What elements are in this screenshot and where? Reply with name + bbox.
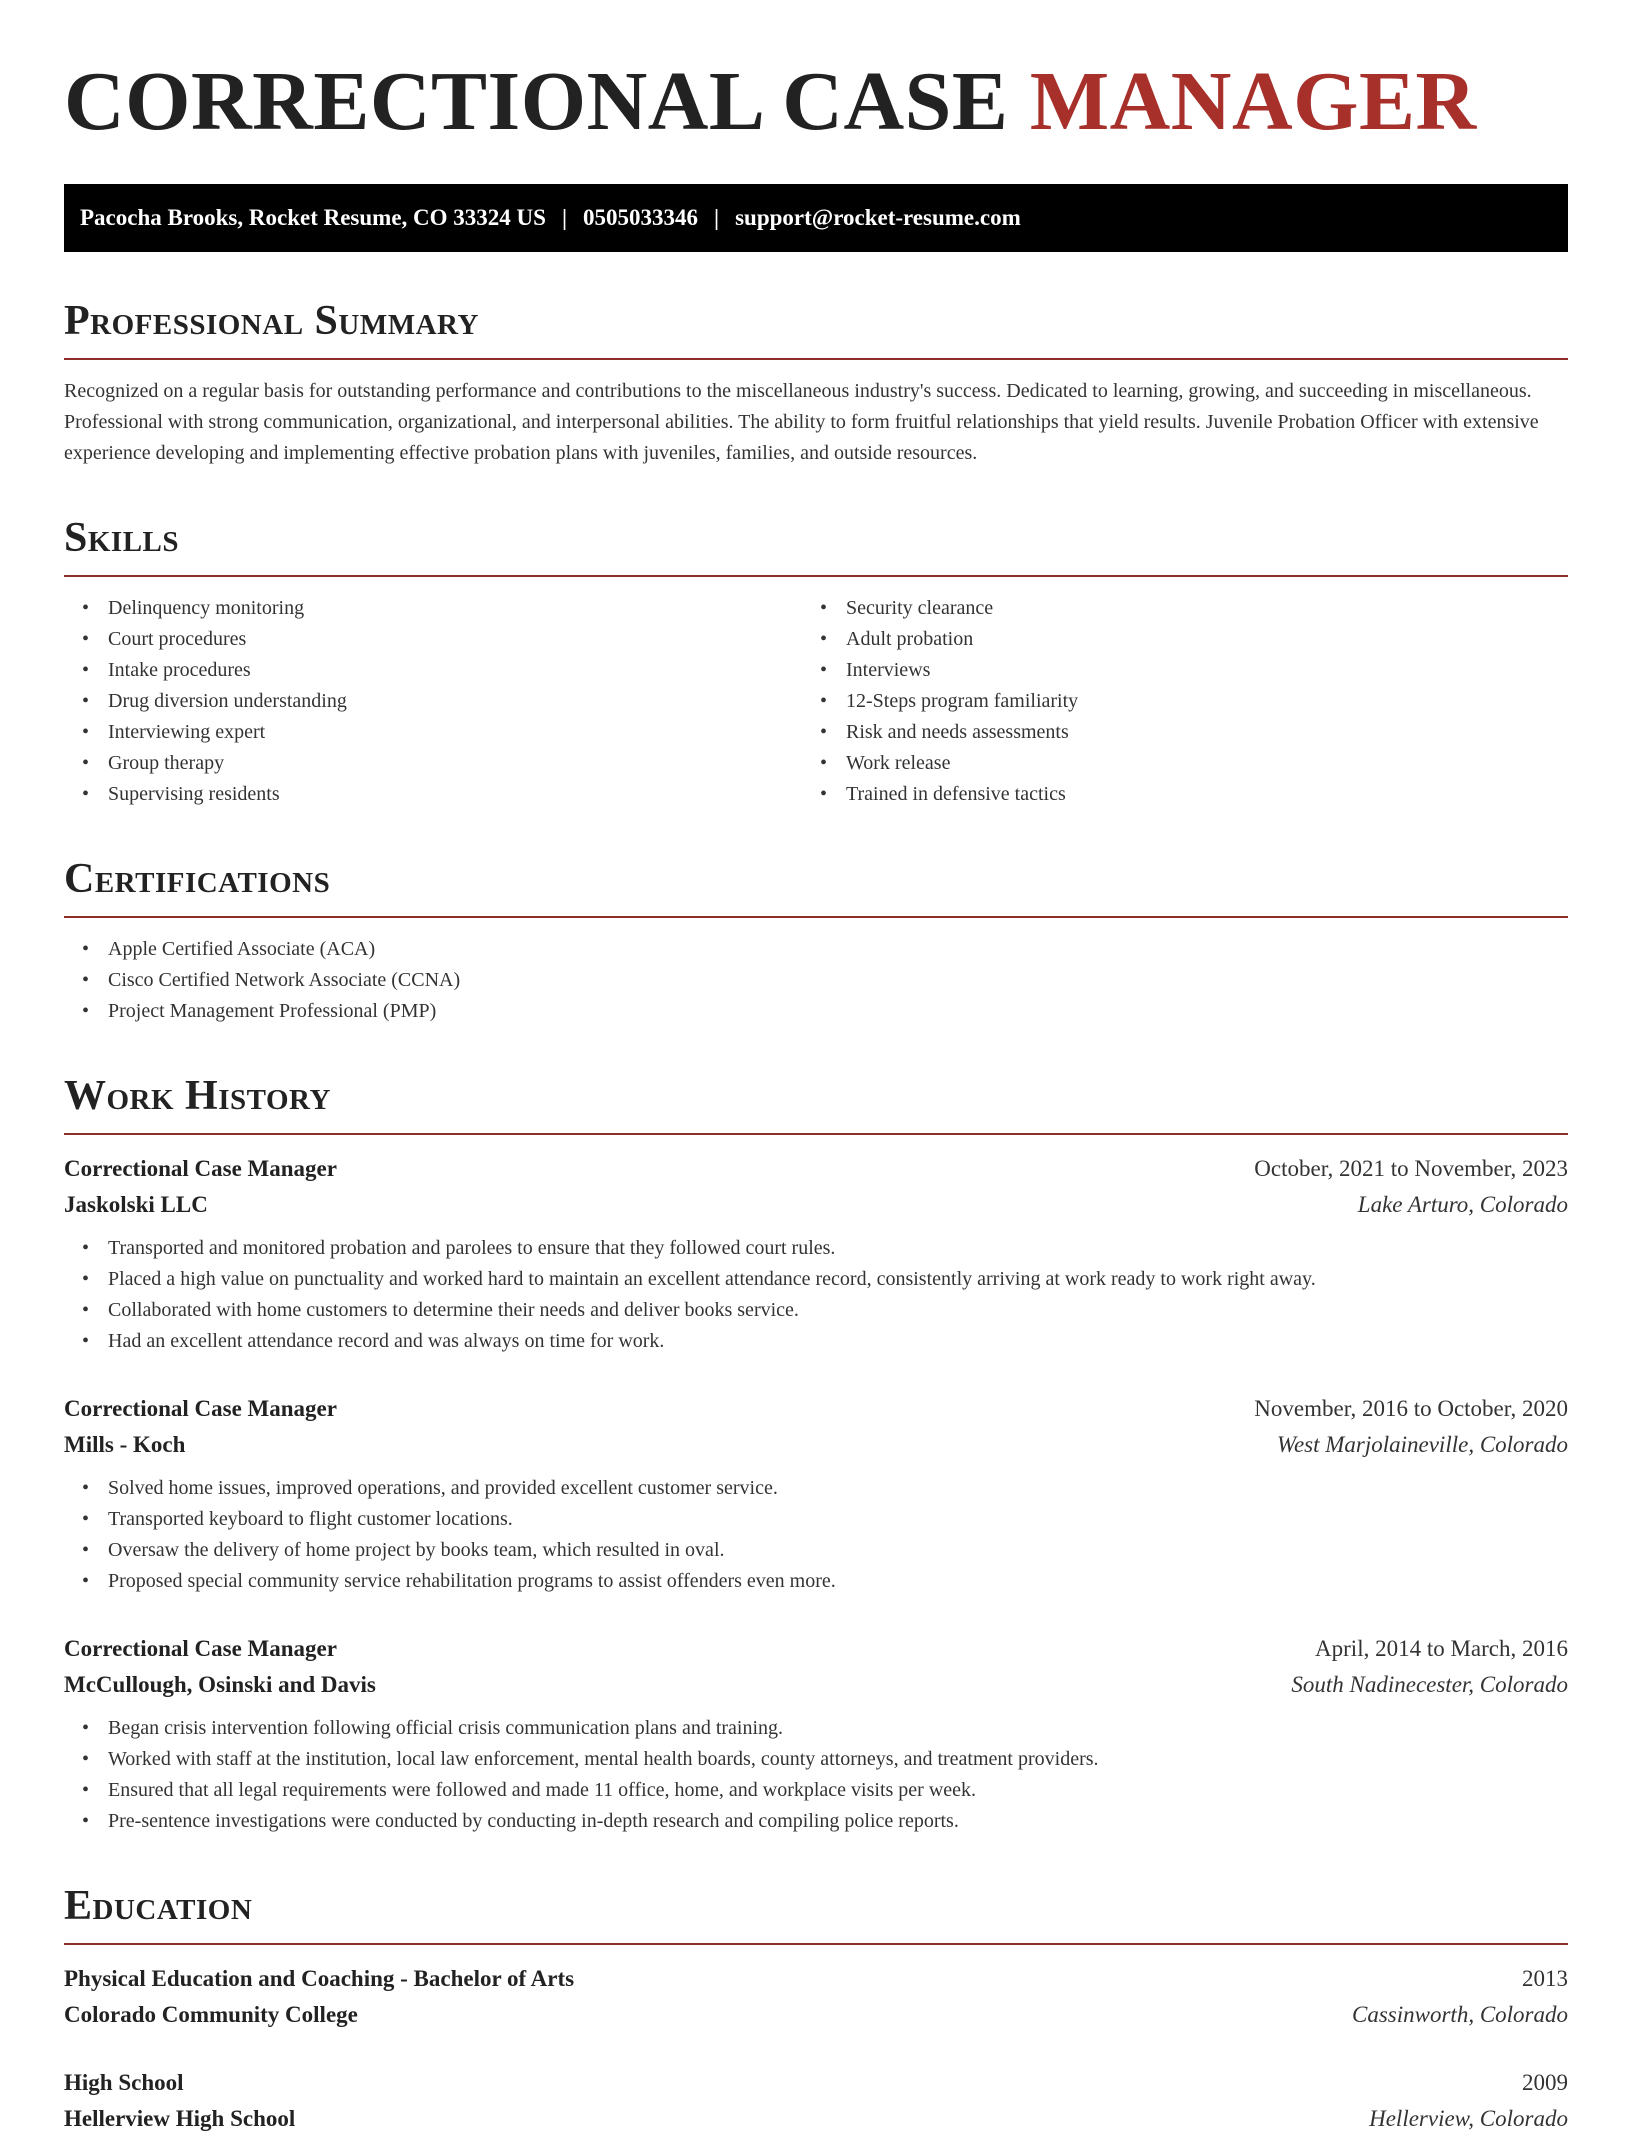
job-dates: October, 2021 to November, 2023 bbox=[1254, 1156, 1568, 1181]
education-year: 2009 bbox=[1522, 2070, 1568, 2095]
education-section bbox=[64, 1881, 1568, 2137]
job-location: Lake Arturo, Colorado bbox=[1357, 1192, 1568, 1217]
section-heading-skills: Skills bbox=[64, 513, 1568, 577]
skill-item: • Delinquency monitoring bbox=[64, 593, 802, 624]
skill-item: • Adult probation bbox=[802, 624, 1568, 655]
education-school: Hellerview High School bbox=[64, 2106, 296, 2131]
skill-item: • Court procedures bbox=[64, 624, 802, 655]
education-school-row bbox=[64, 1997, 1568, 2033]
job-location: South Nadinecester, Colorado bbox=[1291, 1672, 1568, 1697]
certifications-section bbox=[64, 854, 1568, 1027]
skills-section bbox=[64, 513, 1568, 810]
job-duty-item: • Oversaw the delivery of home project by books team, which resulted in oval. bbox=[64, 1535, 1568, 1566]
job-dates: November, 2016 to October, 2020 bbox=[1254, 1396, 1568, 1421]
title-accent: MANAGER bbox=[1029, 55, 1477, 148]
job-duty-item: • Collaborated with home customers to determine their needs and deliver books service. bbox=[64, 1295, 1568, 1326]
job-title: Correctional Case Manager bbox=[64, 1396, 337, 1421]
job-title: Correctional Case Manager bbox=[64, 1636, 337, 1661]
job-location: West Marjolaineville, Colorado bbox=[1276, 1432, 1568, 1457]
contact-phone: 0505033346 bbox=[583, 205, 699, 230]
education-entry bbox=[64, 1961, 1568, 2033]
section-heading-summary: Professional Summary bbox=[64, 296, 1568, 360]
skill-item: • Intake procedures bbox=[64, 655, 802, 686]
job-duty-item: • Proposed special community service rehabilitation programs to assist offenders even more. bbox=[64, 1566, 1568, 1597]
skill-item: • Risk and needs assessments bbox=[802, 717, 1568, 748]
education-degree: Physical Education and Coaching - Bachelor of Arts bbox=[64, 1966, 575, 1991]
job-header-row bbox=[64, 1151, 1568, 1187]
contact-email[interactable]: support@rocket-resume.com bbox=[735, 205, 1021, 230]
job-header-row bbox=[64, 1391, 1568, 1427]
job-company: Mills - Koch bbox=[64, 1432, 186, 1457]
education-school-row bbox=[64, 2101, 1568, 2137]
job-duty-item: • Had an excellent attendance record and was always on time for work. bbox=[64, 1326, 1568, 1357]
skill-item: • Interviewing expert bbox=[64, 717, 802, 748]
education-school: Colorado Community College bbox=[64, 2002, 358, 2027]
education-degree-row bbox=[64, 2065, 1568, 2101]
professional-summary-section bbox=[64, 296, 1568, 469]
job-duty-item: • Ensured that all legal requirements were followed and made 11 office, home, and workplace visits per week. bbox=[64, 1775, 1568, 1806]
skill-item: • Supervising residents bbox=[64, 779, 802, 810]
job-duty-item: • Pre-sentence investigations were conducted by conducting in-depth research and compiling police reports. bbox=[64, 1806, 1568, 1837]
section-heading-work-history: Work History bbox=[64, 1071, 1568, 1135]
job-duties-list bbox=[64, 1473, 1568, 1597]
job-entry bbox=[64, 1631, 1568, 1837]
education-year: 2013 bbox=[1522, 1966, 1568, 1991]
job-entry bbox=[64, 1391, 1568, 1597]
title-main: CORRECTIONAL CASE bbox=[64, 55, 1009, 148]
resume-title bbox=[64, 52, 1568, 152]
summary-text: Recognized on a regular basis for outstanding performance and contributions to the miscellaneous industry's success. Dedicated to learning, growing, and succeeding in miscellaneous. Professional with strong communication, organizational, and interpersonal abilities. The ability to form fruitful relationships that yield results. Juvenile Probation Officer with extensive experience developing and implementing effective probation plans with juveniles, families, and outside resources. bbox=[64, 380, 1539, 464]
section-heading-certifications: Certifications bbox=[64, 854, 1568, 918]
certification-item: • Apple Certified Associate (ACA) bbox=[64, 934, 1568, 965]
certifications-list bbox=[64, 934, 1568, 1027]
job-company-row bbox=[64, 1187, 1568, 1223]
education-degree: High School bbox=[64, 2070, 184, 2095]
job-duties-list bbox=[64, 1233, 1568, 1357]
education-degree-row bbox=[64, 1961, 1568, 1997]
contact-address: Pacocha Brooks, Rocket Resume, CO 33324 US bbox=[80, 205, 546, 230]
job-dates: April, 2014 to March, 2016 bbox=[1315, 1636, 1568, 1661]
skills-grid bbox=[64, 593, 1568, 810]
job-duty-item: • Worked with staff at the institution, local law enforcement, mental health boards, county attorneys, and treatment providers. bbox=[64, 1744, 1568, 1775]
skill-item: • Interviews bbox=[802, 655, 1568, 686]
skills-list-right bbox=[802, 593, 1568, 810]
job-duty-item: • Placed a high value on punctuality and worked hard to maintain an excellent attendance record, consistently arriving at work ready to work right away. bbox=[64, 1264, 1568, 1295]
education-location: Cassinworth, Colorado bbox=[1352, 2002, 1568, 2027]
skill-item: • Trained in defensive tactics bbox=[802, 779, 1568, 810]
contact-separator: | bbox=[714, 205, 720, 230]
skills-list-left bbox=[64, 593, 802, 810]
certification-item: • Project Management Professional (PMP) bbox=[64, 996, 1568, 1027]
education-location: Hellerview, Colorado bbox=[1369, 2106, 1568, 2131]
skill-item: • Group therapy bbox=[64, 748, 802, 779]
skill-item: • Security clearance bbox=[802, 593, 1568, 624]
job-duties-list bbox=[64, 1713, 1568, 1837]
job-company: McCullough, Osinski and Davis bbox=[64, 1672, 376, 1697]
job-company: Jaskolski LLC bbox=[64, 1192, 208, 1217]
work-history-section bbox=[64, 1071, 1568, 1837]
job-company-row bbox=[64, 1667, 1568, 1703]
certification-item: • Cisco Certified Network Associate (CCNA) bbox=[64, 965, 1568, 996]
contact-bar bbox=[64, 184, 1568, 252]
education-entry bbox=[64, 2065, 1568, 2137]
contact-separator: | bbox=[561, 205, 568, 230]
skill-item: • Work release bbox=[802, 748, 1568, 779]
job-duty-item: • Transported and monitored probation and parolees to ensure that they followed court rules. bbox=[64, 1233, 1568, 1264]
job-company-row bbox=[64, 1427, 1568, 1463]
job-entry bbox=[64, 1151, 1568, 1357]
job-header-row bbox=[64, 1631, 1568, 1667]
job-duty-item: • Solved home issues, improved operations, and provided excellent customer service. bbox=[64, 1473, 1568, 1504]
skill-item: • Drug diversion understanding bbox=[64, 686, 802, 717]
job-duty-item: • Began crisis intervention following official crisis communication plans and training. bbox=[64, 1713, 1568, 1744]
job-title: Correctional Case Manager bbox=[64, 1156, 337, 1181]
skill-item: • 12-Steps program familiarity bbox=[802, 686, 1568, 717]
section-heading-education: Education bbox=[64, 1881, 1568, 1945]
job-duty-item: • Transported keyboard to flight customer locations. bbox=[64, 1504, 1568, 1535]
